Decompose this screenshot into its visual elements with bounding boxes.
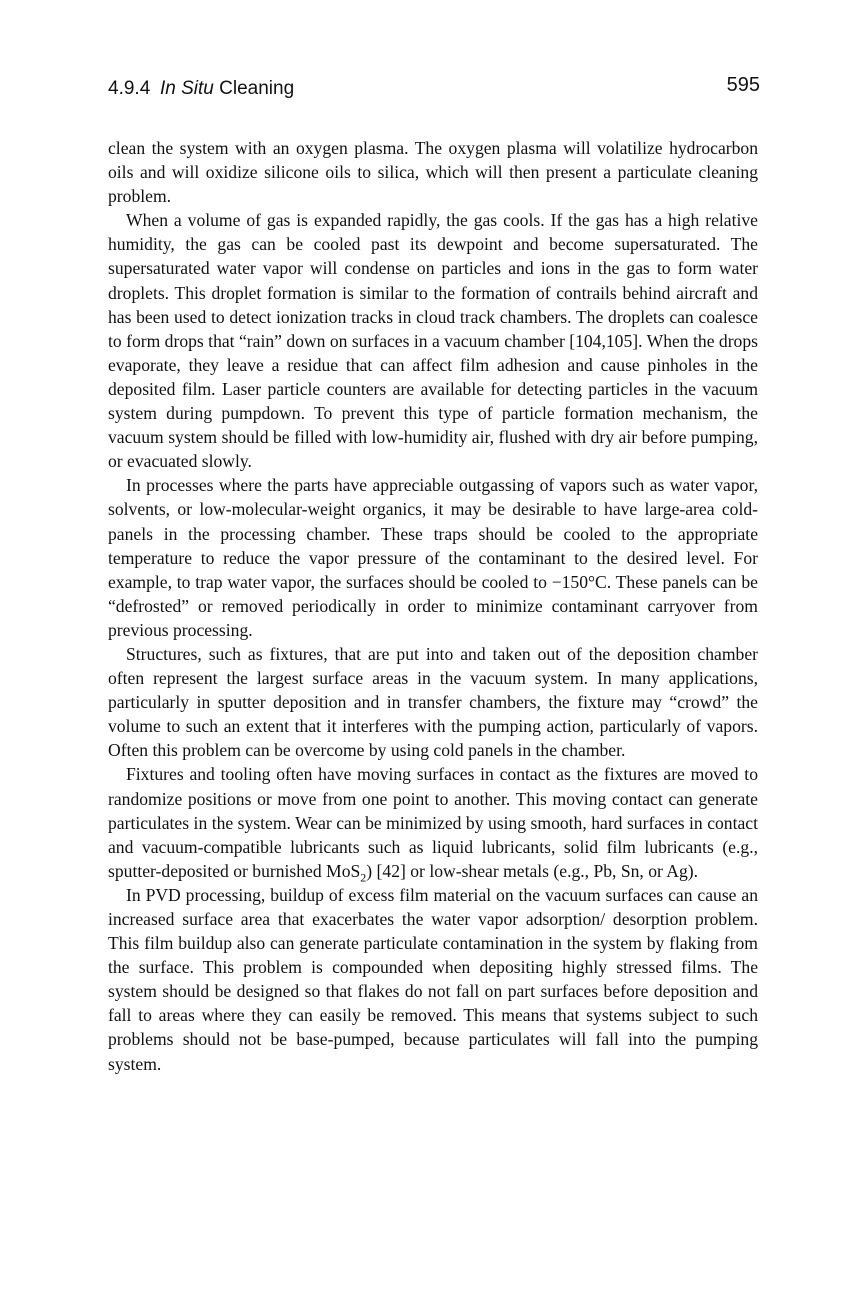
fixtures-text-before: Fixtures and tooling often have moving surfaces in contact as the fixtures are moved to randomize positions or move from one point to another. This moving contact can generate particulates in the system. Wear can be minimized by using smooth, hard surfaces in contact and vacuum-compatible lubricants such as liquid lubricants, solid film lubricants (e.g., sputter-deposited or burnished MoS bbox=[108, 764, 758, 881]
page-number: 595 bbox=[726, 74, 760, 96]
running-head bbox=[108, 70, 758, 110]
paragraph-gas-expansion: When a volume of gas is expanded rapidly, the gas cools. If the gas has a high relative humidity, the gas can be cooled past its dewpoint and become supersaturated. The supersaturated water vapor will condense on particles and ions in the gas to form water droplets. This droplet formation is similar to the formation of contrails behind aircraft and has been used to detect ionization tracks in cloud track chambers. The droplets can coalesce to form drops that “rain” down on surfaces in a vacuum chamber [104,105]. When the drops evaporate, they leave a residue that can affect film adhesion and cause pinholes in the deposited film. Laser particle counters are available for detecting particles in the vacuum system during pumpdown. To prevent this type of particle formation mechanism, the vacuum system should be filled with low-humidity air, flushed with dry air before pumping, or evacuated slowly. bbox=[108, 210, 758, 472]
paragraph-fixtures-structures: Structures, such as fixtures, that are put into and taken out of the deposition chamber often represent the largest surface areas in the vacuum system. In many applications, particularly in sputter deposition and in transfer chambers, the fixture may “crowd” the volume to such an extent that it interferes with the pumping action, particularly of vapors. Often this problem can be overcome by using cold panels in the chamber. bbox=[108, 643, 758, 761]
mos2-subscript: 2 bbox=[360, 870, 367, 885]
paragraph-cold-panels: In processes where the parts have appreciable outgassing of vapors such as water vapor, solvents, or low-molecular-weight organics, it may be desirable to have large-area cold-panels in the processing chamber. These traps should be cooled to the appropriate temperature to reduce the vapor pressure of the contaminant to the desired level. For example, to trap water vapor, the surfaces should be cooled to −150°C. These panels can be “defrosted” or removed periodically in order to minimize contaminant carryover from previous processing. bbox=[108, 475, 758, 640]
fixtures-text-after: ) [42] or low-shear metals (e.g., Pb, Sn, or Ag). bbox=[366, 860, 699, 881]
paragraph-fixtures-tooling bbox=[108, 762, 758, 885]
section-number: 4.9.4 bbox=[108, 78, 151, 99]
section-title-italic: In Situ bbox=[160, 78, 214, 99]
section-title bbox=[160, 78, 294, 100]
section-title-rest: Cleaning bbox=[213, 78, 295, 99]
body-text bbox=[108, 136, 758, 1076]
paragraph-oxygen-plasma: clean the system with an oxygen plasma. The oxygen plasma will volatilize hydrocarbon oils and will oxidize silicone oils to silica, which will then present a particulate cleaning problem. bbox=[108, 138, 758, 207]
book-page bbox=[108, 70, 760, 1074]
paragraph-pvd-buildup: In PVD processing, buildup of excess film material on the vacuum surfaces can cause an increased surface area that exacerbates the water vapor adsorption/ desorption problem. This film buildup also can generate particulate contamination in the system by flaking from the surface. This problem is compounded when depositing highly stressed films. The system should be designed so that flakes do not fall on part surfaces before deposition and fall to areas where they can easily be removed. This means that systems subject to such problems should not be base-pumped, because particulates will fall into the pumping system. bbox=[108, 884, 758, 1074]
